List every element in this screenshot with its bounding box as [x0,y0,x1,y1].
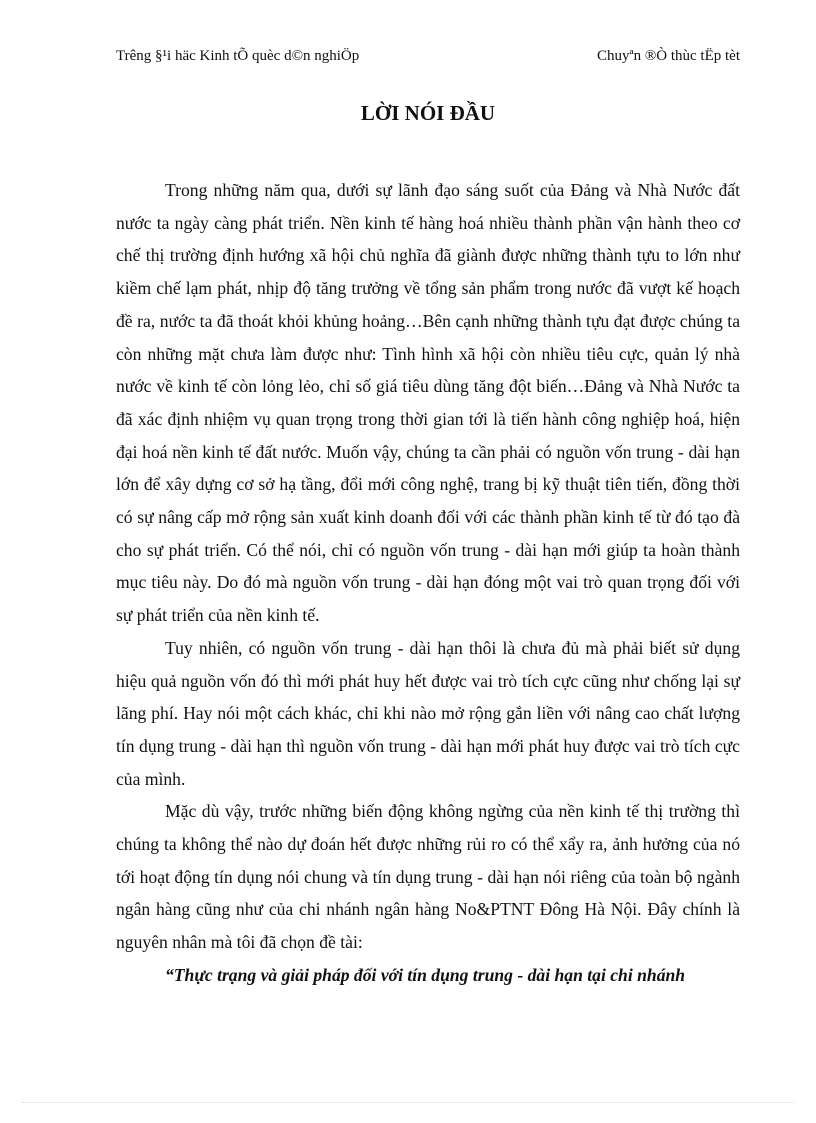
body-text [116,174,740,992]
page-title: LỜI NÓI ĐẦU [360,101,496,125]
paragraph-2: Tuy nhiên, có nguồn vốn trung - dài hạn thôi là chưa đủ mà phải biết sử dụng hiệu quả nguồn vốn đó thì mới phát huy hết được vai trò tích cực cũng như chống lại sự lãng phí. Hay nói một cách khác, chỉ khi nào mở rộng gắn liền với nâng cao chất lượng tín dụng trung - dài hạn thì nguồn vốn trung - dài hạn mới phát huy được vai trò tích cực của mình. [116,637,740,789]
header-report-type: Chuyªn ®Ò thùc tËp tèt [596,48,740,64]
paragraph-3: Mặc dù vậy, trước những biến động không ngừng của nền kinh tế thị trường thì chúng ta không thể nào dự đoán hết được những rủi ro có thể xẩy ra, ảnh hưởng của nó tới hoạt động tín dụng nói chung và tín dụng trung - dài hạn nói riêng của toàn bộ ngành ngân hàng cũng như của chi nhánh ngân hàng No&PTNT Đông Hà Nội. Đây chính là nguyên nhân mà tôi đã chọn đề tài: [116,801,740,953]
topic-line: “Thực trạng và giải pháp đối với tín dụng trung - dài hạn tại chi nhánh [165,964,686,985]
header-school-name: Trêng §¹i häc Kinh tÕ quèc d©n nghiÖp [116,48,360,64]
paragraph-1: Trong những năm qua, dưới sự lãnh đạo sáng suốt của Đảng và Nhà Nước đất nước ta ngày càng phát triển. Nền kinh tế hàng hoá nhiều thành phần vận hành theo cơ chế thị trường định hướng xã hội chủ nghĩa đã giành được những thành tựu to lớn như kiềm chế lạm phát, nhịp độ tăng trưởng về tổng sản phẩm trong nước đã vượt kế hoạch đề ra, nước ta đã thoát khỏi khủng hoảng…Bên cạnh những thành tựu đạt được chúng ta còn những mặt chưa làm được như: Tình hình xã hội còn nhiều tiêu cực, quản lý nhà nước về kinh tế còn lỏng lẻo, chỉ số giá tiêu dùng tăng đột biến…Đảng và Nhà Nước ta đã xác định nhiệm vụ quan trọng trong thời gian tới là tiến hành công nghiệp hoá, hiện đại hoá nền kinh tế đất nước. Muốn vậy, chúng ta cần phải có nguồn vốn trung - dài hạn lớn để xây dựng cơ sở hạ tầng, đổi mới công nghệ, trang bị kỹ thuật tiên tiến, đồng thời có sự nâng cấp mở rộng sản xuất kinh doanh đối với các thành phần kinh tế từ đó tạo đà cho sự phát triển. Có thể nói, chỉ có nguồn vốn trung - dài hạn mới giúp ta hoàn thành mục tiêu này. Do đó mà nguồn vốn trung - dài hạn đóng một vai trò quan trọng đối với sự phát triển của nền kinh tế. [116,180,740,626]
page-bottom-divider [22,1102,794,1103]
